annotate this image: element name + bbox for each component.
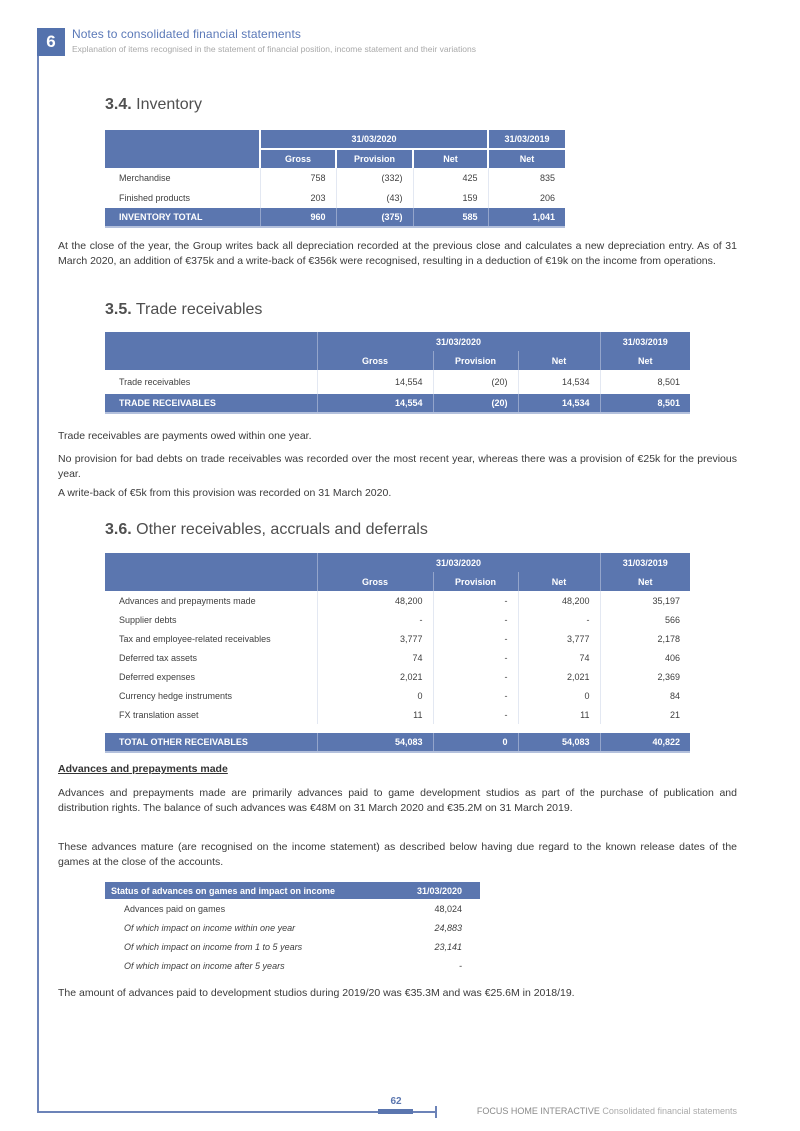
row-label: Advances and prepayments made bbox=[105, 591, 317, 610]
cell-net: 2,021 bbox=[518, 667, 600, 686]
row-label: Supplier debts bbox=[105, 610, 317, 629]
section-number: 3.5. bbox=[105, 301, 132, 318]
year-2019-header: 31/03/2019 bbox=[600, 553, 690, 572]
col-header-provision: Provision bbox=[336, 149, 413, 168]
total-net: 54,083 bbox=[518, 733, 600, 752]
table-row bbox=[105, 705, 690, 724]
cell-net: - bbox=[518, 610, 600, 629]
cell-provision: - bbox=[433, 648, 518, 667]
cell-net: 11 bbox=[518, 705, 600, 724]
row-label: Deferred tax assets bbox=[105, 648, 317, 667]
total-provision: 0 bbox=[433, 733, 518, 752]
col-header-net-2019: Net bbox=[600, 572, 690, 591]
table-row bbox=[105, 610, 690, 629]
cell-gross: 758 bbox=[260, 168, 336, 188]
section-title: Trade receivables bbox=[135, 301, 263, 318]
footer-company: FOCUS HOME INTERACTIVE bbox=[476, 1106, 600, 1116]
col-header-net-2019: Net bbox=[600, 351, 690, 370]
cell-provision: (43) bbox=[336, 188, 413, 208]
empty-header-cell bbox=[105, 332, 317, 351]
total-gross: 54,083 bbox=[317, 733, 433, 752]
total-net: 585 bbox=[413, 208, 488, 227]
footer-doc-type: Consolidated financial statements bbox=[599, 1106, 737, 1116]
row-label: Of which impact on income within one year bbox=[105, 918, 375, 937]
chapter-header bbox=[72, 27, 476, 54]
paragraph-advances-1: Advances and prepayments made are primarily advances paid to game development studios as part of the purchase of publication and distribution rights. The balance of such advances was €48M on 31 March 2020 and €35.2M on 31 March 2019. bbox=[58, 787, 737, 814]
total-net-2019: 40,822 bbox=[600, 733, 690, 752]
empty-header-cell bbox=[105, 149, 260, 168]
total-provision: (375) bbox=[336, 208, 413, 227]
footer-page-marker bbox=[378, 1109, 413, 1114]
total-net-2019: 8,501 bbox=[600, 394, 690, 413]
table-row bbox=[105, 370, 690, 394]
cell-net: 159 bbox=[413, 188, 488, 208]
cell-net-2019: 35,197 bbox=[600, 591, 690, 610]
page-number: 62 bbox=[390, 1096, 402, 1107]
trade-receivables-table bbox=[105, 332, 690, 414]
table-row bbox=[105, 188, 565, 208]
row-label: Tax and employee-related receivables bbox=[105, 629, 317, 648]
cell-net: 48,200 bbox=[518, 591, 600, 610]
table-total-row bbox=[105, 208, 565, 227]
chapter-subtitle: Explanation of items recognised in the statement of financial position, income statement and their variations bbox=[72, 44, 476, 54]
cell-gross: 2,021 bbox=[317, 667, 433, 686]
row-label: Of which impact on income from 1 to 5 years bbox=[105, 937, 375, 956]
cell-gross: 74 bbox=[317, 648, 433, 667]
total-provision: (20) bbox=[433, 394, 518, 413]
table-row bbox=[105, 591, 690, 610]
cell-provision: - bbox=[433, 610, 518, 629]
cell-net: 0 bbox=[518, 686, 600, 705]
chapter-number-badge: 6 bbox=[37, 28, 65, 56]
col-header-gross: Gross bbox=[260, 149, 336, 168]
year-2020-header: 31/03/2020 bbox=[317, 553, 600, 572]
table-row bbox=[105, 629, 690, 648]
row-label: Advances paid on games bbox=[105, 899, 375, 918]
empty-header-cell bbox=[105, 351, 317, 370]
table-row bbox=[105, 686, 690, 705]
status-header-year: 31/03/2020 bbox=[375, 882, 480, 899]
empty-header-cell bbox=[105, 130, 260, 149]
row-value: - bbox=[375, 956, 480, 975]
table-row bbox=[105, 899, 480, 918]
year-2020-header: 31/03/2020 bbox=[260, 130, 488, 149]
empty-header-cell bbox=[105, 553, 317, 572]
status-table-header bbox=[105, 882, 480, 899]
cell-net: 74 bbox=[518, 648, 600, 667]
row-value: 48,024 bbox=[375, 899, 480, 918]
col-header-net: Net bbox=[413, 149, 488, 168]
col-header-gross: Gross bbox=[317, 351, 433, 370]
table-header-years bbox=[105, 332, 690, 351]
cell-net: 3,777 bbox=[518, 629, 600, 648]
total-label: TOTAL OTHER RECEIVABLES bbox=[105, 733, 317, 752]
row-value: 24,883 bbox=[375, 918, 480, 937]
left-margin-line bbox=[37, 56, 39, 1112]
table-spacer-row bbox=[105, 724, 690, 733]
row-label: Deferred expenses bbox=[105, 667, 317, 686]
other-receivables-table bbox=[105, 553, 690, 753]
row-label: Merchandise bbox=[105, 168, 260, 188]
cell-net-2019: 84 bbox=[600, 686, 690, 705]
col-header-net-2019: Net bbox=[488, 149, 565, 168]
cell-net-2019: 835 bbox=[488, 168, 565, 188]
table-row bbox=[105, 937, 480, 956]
chapter-title: Notes to consolidated financial statements bbox=[72, 27, 301, 41]
cell-net: 425 bbox=[413, 168, 488, 188]
total-net: 14,534 bbox=[518, 394, 600, 413]
cell-provision: - bbox=[433, 686, 518, 705]
row-label: Trade receivables bbox=[105, 370, 317, 394]
paragraph-trade-1: Trade receivables are payments owed within one year. bbox=[58, 430, 312, 442]
col-header-net: Net bbox=[518, 572, 600, 591]
cell-provision: - bbox=[433, 591, 518, 610]
year-2019-header: 31/03/2019 bbox=[488, 130, 565, 149]
year-2019-header: 31/03/2019 bbox=[600, 332, 690, 351]
paragraph-inventory: At the close of the year, the Group writes back all depreciation recorded at the previous close and calculates a new depreciation entry. As of 31 March 2020, an addition of €375k and a write-back of €356k were recognised, resulting in a deduction of €19k on the income from operations. bbox=[58, 240, 737, 267]
section-heading-3-4 bbox=[105, 96, 202, 114]
row-value: 23,141 bbox=[375, 937, 480, 956]
section-title: Other receivables, accruals and deferrals bbox=[136, 521, 428, 538]
section-heading-3-6 bbox=[105, 521, 428, 539]
cell-net-2019: 406 bbox=[600, 648, 690, 667]
cell-net-2019: 21 bbox=[600, 705, 690, 724]
cell-provision: - bbox=[433, 705, 518, 724]
cell-gross: - bbox=[317, 610, 433, 629]
row-label: Of which impact on income after 5 years bbox=[105, 956, 375, 975]
col-header-net: Net bbox=[518, 351, 600, 370]
table-total-row bbox=[105, 394, 690, 413]
table-header-columns bbox=[105, 149, 565, 168]
row-label: FX translation asset bbox=[105, 705, 317, 724]
year-2020-header: 31/03/2020 bbox=[317, 332, 600, 351]
total-label: TRADE RECEIVABLES bbox=[105, 394, 317, 413]
row-label: Currency hedge instruments bbox=[105, 686, 317, 705]
col-header-provision: Provision bbox=[433, 572, 518, 591]
cell-provision: - bbox=[433, 629, 518, 648]
cell-gross: 0 bbox=[317, 686, 433, 705]
section-title: Inventory bbox=[136, 96, 202, 113]
cell-gross: 3,777 bbox=[317, 629, 433, 648]
paragraph-trade-2: No provision for bad debts on trade receivables was recorded over the most recent year, whereas there was a provision of €25k for the previous year. bbox=[58, 453, 737, 480]
table-header-years bbox=[105, 553, 690, 572]
table-row bbox=[105, 648, 690, 667]
paragraph-advances-3: The amount of advances paid to development studios during 2019/20 was €35.3M and was €25.6M in 2018/19. bbox=[58, 987, 575, 999]
cell-net-2019: 2,178 bbox=[600, 629, 690, 648]
table-row bbox=[105, 667, 690, 686]
cell-gross: 203 bbox=[260, 188, 336, 208]
table-row bbox=[105, 918, 480, 937]
table-header-years bbox=[105, 130, 565, 149]
cell-net-2019: 8,501 bbox=[600, 370, 690, 394]
status-header-label: Status of advances on games and impact on income bbox=[105, 882, 375, 899]
footer-brand bbox=[477, 1106, 737, 1116]
section-number: 3.6. bbox=[105, 521, 132, 538]
inventory-table bbox=[105, 130, 565, 228]
cell-net-2019: 566 bbox=[600, 610, 690, 629]
cell-gross: 14,554 bbox=[317, 370, 433, 394]
table-total-row bbox=[105, 733, 690, 752]
table-row bbox=[105, 168, 565, 188]
col-header-provision: Provision bbox=[433, 351, 518, 370]
cell-gross: 11 bbox=[317, 705, 433, 724]
total-net-2019: 1,041 bbox=[488, 208, 565, 227]
row-label: Finished products bbox=[105, 188, 260, 208]
section-heading-3-5 bbox=[105, 301, 262, 319]
total-gross: 960 bbox=[260, 208, 336, 227]
total-label: INVENTORY TOTAL bbox=[105, 208, 260, 227]
cell-provision: - bbox=[433, 667, 518, 686]
cell-provision: (20) bbox=[433, 370, 518, 394]
table-row bbox=[105, 956, 480, 975]
cell-net-2019: 2,369 bbox=[600, 667, 690, 686]
paragraph-trade-3: A write-back of €5k from this provision was recorded on 31 March 2020. bbox=[58, 487, 392, 499]
cell-gross: 48,200 bbox=[317, 591, 433, 610]
footer-tick bbox=[435, 1106, 437, 1118]
cell-net-2019: 206 bbox=[488, 188, 565, 208]
total-gross: 14,554 bbox=[317, 394, 433, 413]
table-header-columns bbox=[105, 572, 690, 591]
empty-header-cell bbox=[105, 572, 317, 591]
cell-net: 14,534 bbox=[518, 370, 600, 394]
paragraph-advances-2: These advances mature (are recognised on the income statement) as described below having due regard to the known release dates of the games at the close of the accounts. bbox=[58, 841, 737, 868]
table-header-columns bbox=[105, 351, 690, 370]
advances-status-table bbox=[105, 882, 480, 975]
col-header-gross: Gross bbox=[317, 572, 433, 591]
section-number: 3.4. bbox=[105, 96, 132, 113]
cell-provision: (332) bbox=[336, 168, 413, 188]
footer-rule bbox=[37, 1111, 436, 1113]
advances-heading: Advances and prepayments made bbox=[58, 763, 228, 775]
